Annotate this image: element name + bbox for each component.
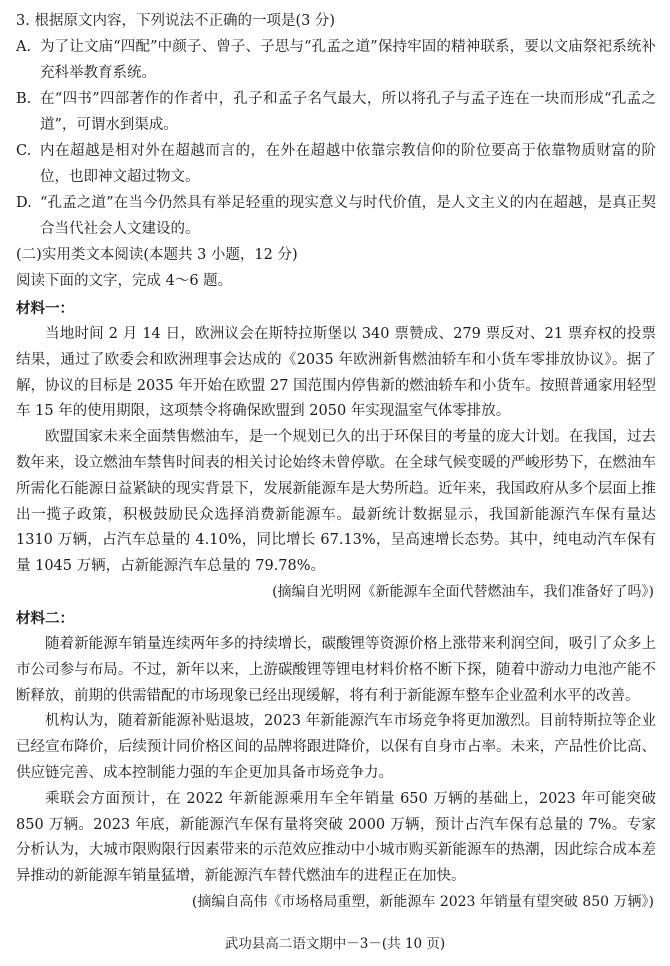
section-2-title: (二)实用类文本阅读(本题共 3 小题，12 分) [16, 247, 298, 263]
option-a-text: 为了让文庙“四配”中颜子、曾子、子思与“孔孟之道”保持牢固的精神联系，要以文庙祭祀系统补充科举教育系统。 [40, 39, 656, 81]
option-d [16, 190, 656, 242]
option-b [16, 86, 656, 138]
option-b-label: B. [16, 91, 32, 107]
option-c [16, 138, 656, 190]
material-1-paragraph: 欧盟国家未来全面禁售燃油车，是一个规划已久的出于环保目的考量的庞大计划。在我国，过去数年来，设立燃油车禁售时间表的相关讨论始终未曾停歇。在全球气候变暖的严峻形势下，在燃油车所需化石能源日益紧缺的现实背景下，发展新能源车是大势所趋。近年来，我国政府从多个层面上推出一揽子政策，积极鼓励民众选择消费新能源车。最新统计数据显示，我国新能源汽车保有量达 1310 万辆，占汽车总量的 4.10%，同比增长 67.13%，呈高速增长态势。其中，纯电动汽车保有量 1045 万辆，占新能源汽车总量的 79.78%。 [16, 429, 656, 575]
option-a-label: A. [16, 39, 32, 55]
page-footer: 武功县高二语文期中－3－(共 10 页) [224, 936, 446, 952]
option-b-text: 在“四书”四部著作的作者中，孔子和孟子名气最大，所以将孔子与孟子连在一块而形成“孔孟之道”，可谓水到渠成。 [40, 91, 656, 133]
material-2-heading: 材料二： [16, 610, 74, 627]
option-c-text: 内在超越是相对外在超越而言的，在外在超越中依靠宗教信仰的阶位要高于依靠物质财富的阶位，也即神文超过物文。 [40, 143, 656, 185]
material-1-source: (摘编自光明网《新能源车全面代替燃油车，我们准备好了吗》) [272, 583, 654, 600]
option-d-label: D. [16, 195, 32, 211]
material-2-paragraph: 随着新能源车销量连续两年多的持续增长，碳酸锂等资源价格上涨带来利润空间，吸引了众多上市公司参与布局。不过，新年以来，上游碳酸锂等锂电材料价格不断下探，随着中游动力电池产能不断释放，前期的供需错配的市场现象已经出现缓解，将有利于新能源车整车企业盈利水平的改善。 [16, 635, 656, 704]
section-2-instruction: 阅读下面的文字，完成 4～6 题。 [16, 273, 233, 289]
option-c-label: C. [16, 143, 32, 159]
question-3-stem: 3. 根据原文内容，下列说法不正确的一项是(3 分) [16, 13, 336, 29]
material-1-paragraph: 当地时间 2 月 14 日，欧洲议会在斯特拉斯堡以 340 票赞成、279 票反对、21 票弃权的投票结果，通过了欧委会和欧洲理事会达成的《2035 年欧洲新售燃油轿车和小货车零排放协议》。据了解，协议的目标是 2035 年开始在欧盟 27 国范围内停售新的燃油轿车和小货车。按照普通家用轻型车 15 年的使用期限，这项禁令将确保欧盟到 2050 年实现温室气体零排放。 [16, 326, 656, 420]
material-1-heading: 材料一： [16, 301, 74, 317]
option-a [16, 34, 656, 86]
material-2-paragraph: 乘联会方面预计，在 2022 年新能源乘用车全年销量 650 万辆的基础上，2023 年可能突破 850 万辆。2023 年底，新能源汽车保有量将突破 2000 万辆，预计占汽车保有总量的 7%。专家分析认为，大城市限购限行因素带来的示范效应推动中小城市购买新能源车的热潮，因此综合成本差异推动的新能源车销量猛增，新能源汽车替代燃油车的进程正在加快。 [16, 790, 656, 885]
material-2-paragraph: 机构认为，随着新能源补贴退坡，2023 年新能源汽车市场竞争将更加激烈。目前特斯拉等企业已经宣布降价，后续预计同价格区间的品牌将跟进降价，以保有自身市占率。未来，产品性价比高、供应链完善、成本控制能力强的车企更加具备市场竞争力。 [16, 713, 656, 781]
material-2-source: (摘编自高伟《市场格局重塑，新能源车 2023 年销量有望突破 850 万辆》) [191, 893, 654, 910]
option-d-text: “孔孟之道”在当今仍然具有举足轻重的现实意义与时代价值，是人文主义的内在超越，是真正契合当代社会人文建设的。 [40, 195, 656, 237]
